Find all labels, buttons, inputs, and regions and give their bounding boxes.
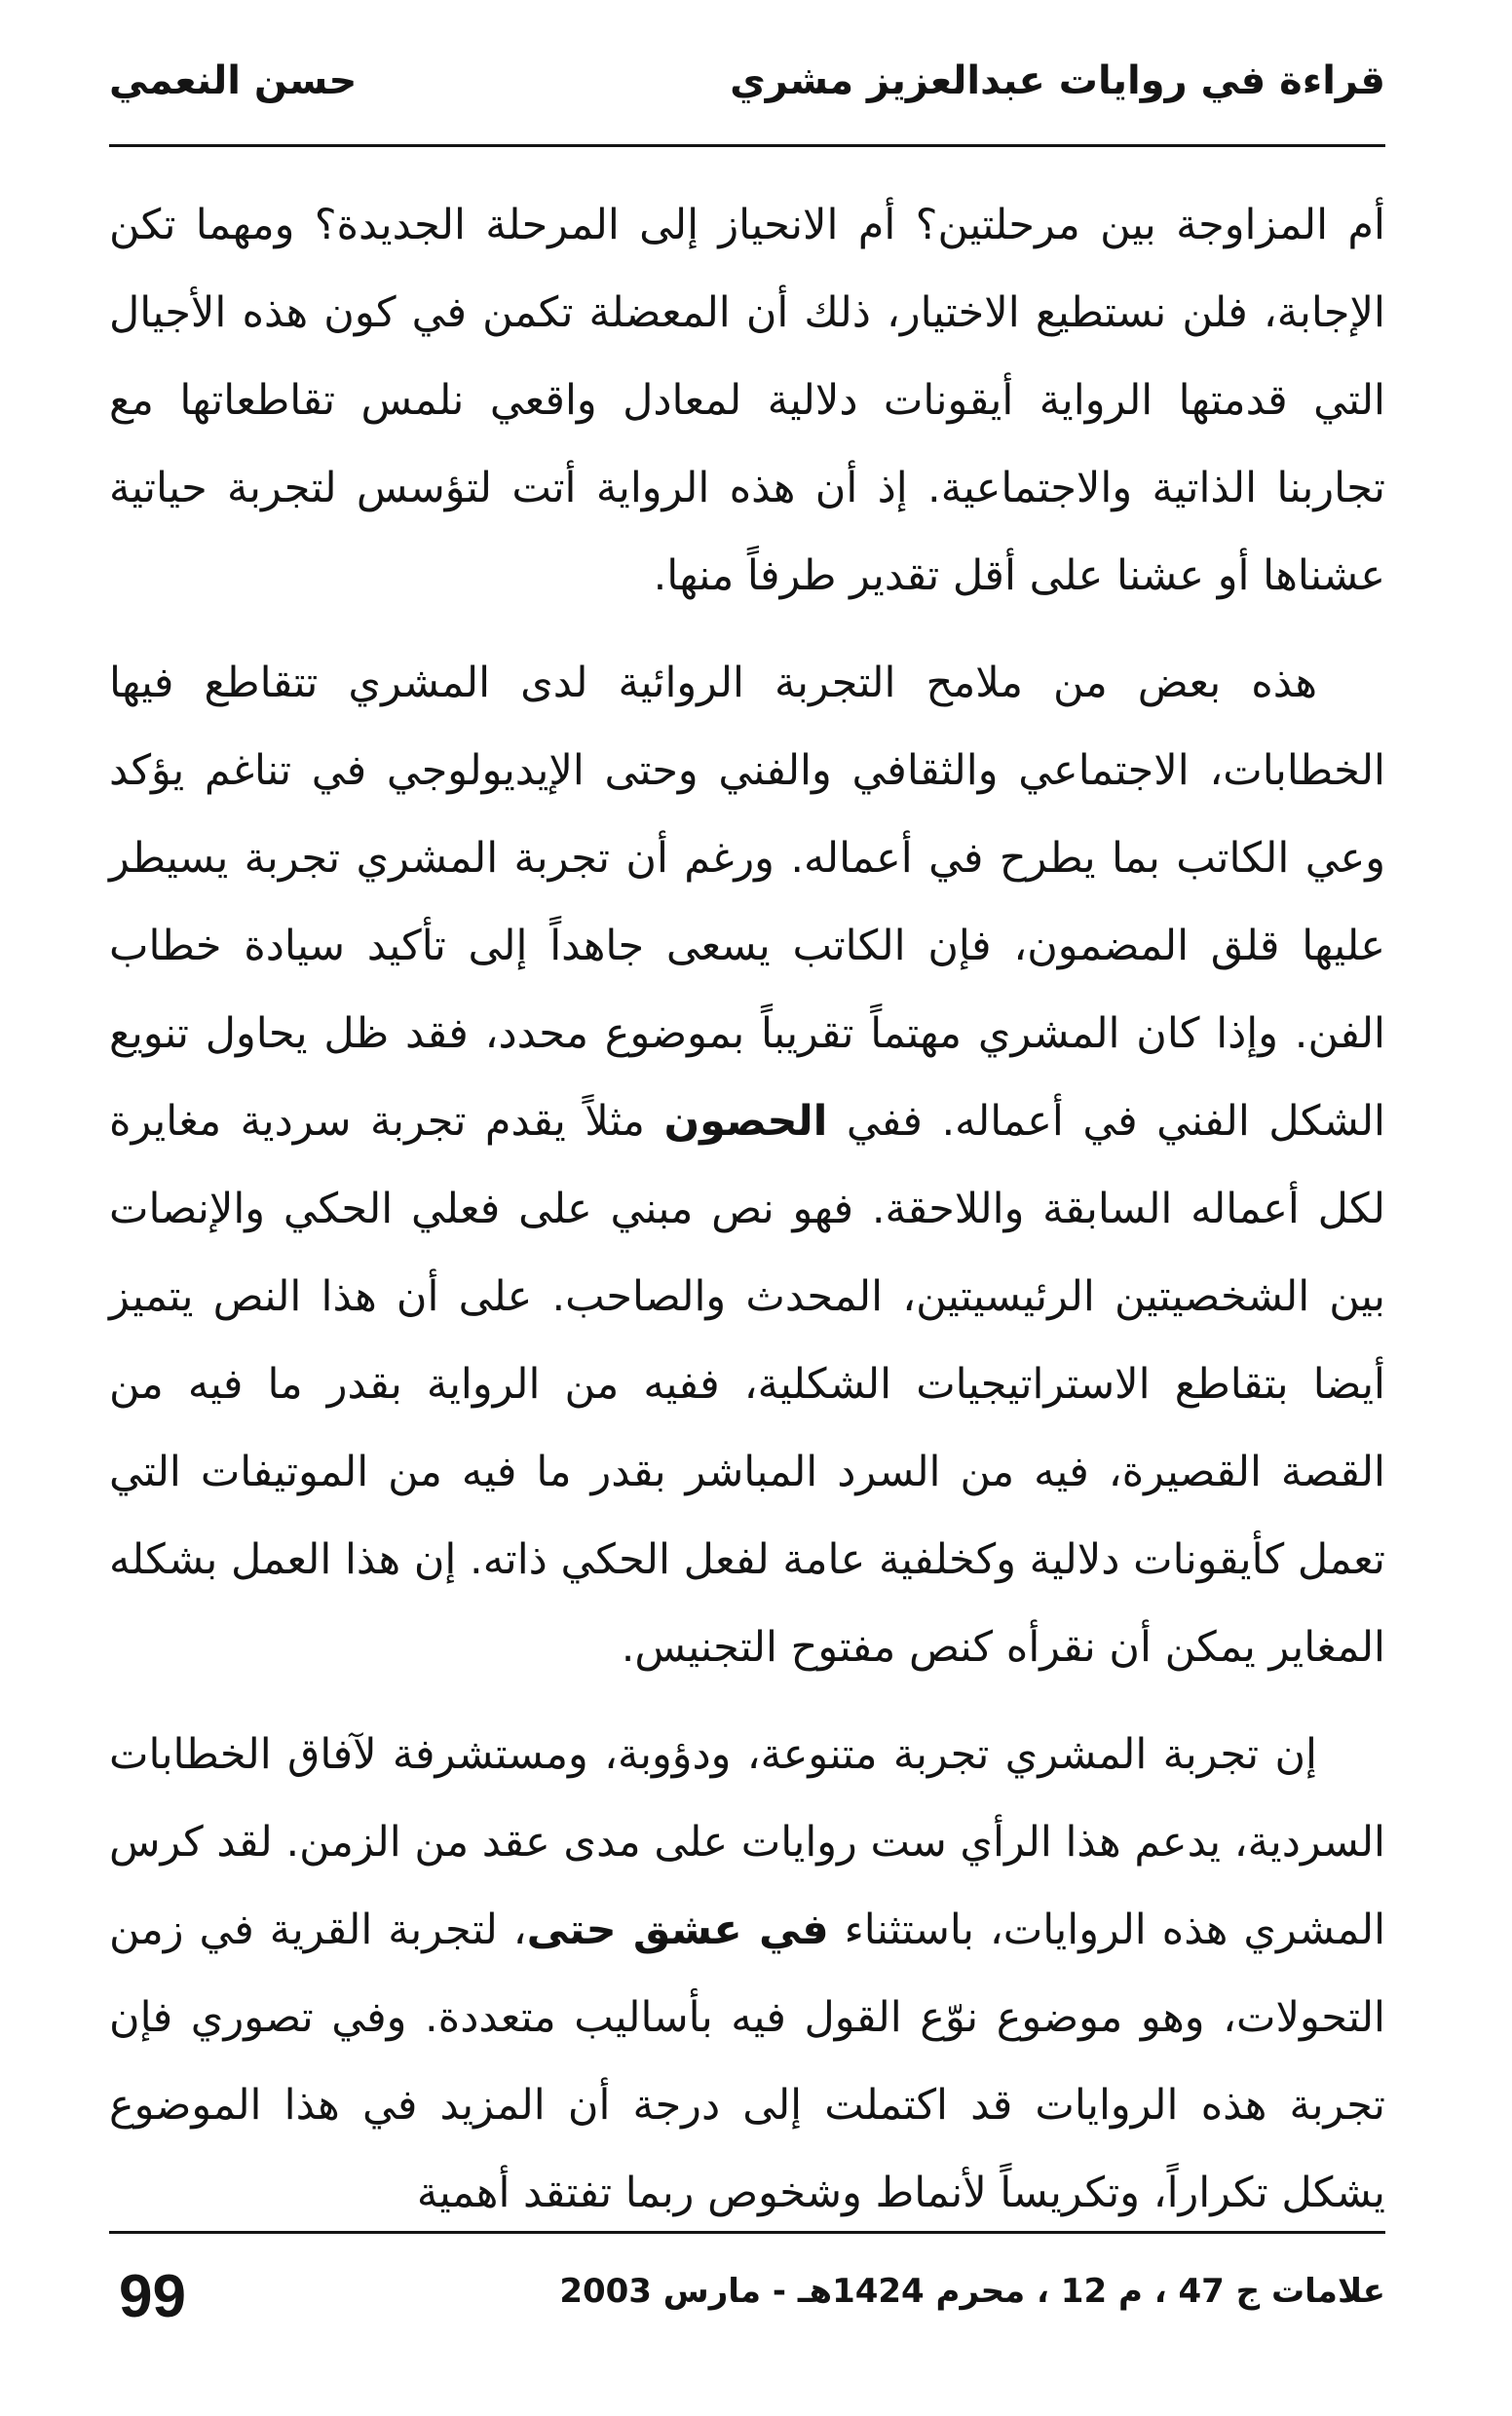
journal-issue: علامات ج 47 ، م 12 ، محرم 1424هـ - مارس 2003 xyxy=(559,2272,1385,2311)
header-rule xyxy=(109,144,1385,147)
page-header xyxy=(109,51,1385,129)
page-footer xyxy=(109,2258,1385,2346)
bold-title: الحصون xyxy=(663,1097,828,1146)
paragraph-text: ، لتجربة القرية في زمن التحولات، وهو موضوع نوّع القول فيه بأساليب متعددة. وفي تصوري فإن تجربة هذه الروايات قد اكتملت إلى درجة أن المزيد في هذا الموضوع يشكل تكراراً، وتكريساً لأنماط وشخوص ربما تفتقد أهمية xyxy=(109,1906,1385,2217)
footer-rule xyxy=(109,2231,1385,2234)
body-paragraph xyxy=(109,181,1385,620)
paragraph-text: مثلاً يقدم تجربة سردية مغايرة لكل أعماله السابقة واللاحقة. فهو نص مبني على فعلي الحكي والإنصات بين الشخصيتين الرئيسيتين، المحدث والصاحب. على أن هذا النص يتميز أيضا بتقاطع الاستراتيجيات الشكلية، ففيه من الرواية بقدر ما فيه من القصة القصيرة، فيه من السرد المباشر بقدر ما فيه من الموتيفات التي تعمل كأيقونات دلالية وكخلفية عامة لفعل الحكي ذاته. إن هذا العمل بشكله المغاير يمكن أن نقرأه كنص مفتوح التجنيس. xyxy=(109,1097,1385,1672)
body-paragraph xyxy=(109,639,1385,1691)
page-number: 99 xyxy=(119,2263,186,2330)
paragraph-text: أم المزاوجة بين مرحلتين؟ أم الانحياز إلى المرحلة الجديدة؟ ومهما تكن الإجابة، فلن نستطيع الاختيار، ذلك أن المعضلة تكمن في كون هذه الأجيال التي قدمتها الرواية أيقونات دلالية لمعادل واقعي نلمس تقاطعاتها مع تجاربنا الذاتية والاجتماعية. إذ أن هذه الرواية أتت لتؤسس لتجربة حياتية عشناها أو عشنا على أقل تقدير طرفاً منها. xyxy=(109,201,1385,600)
bold-title: في عشق حتى xyxy=(526,1906,829,1954)
paragraph-text: إن تجربة المشري تجربة متنوعة، ودؤوبة، ومستشرفة لآفاق الخطابات السردية، يدعم هذا الرأي ست روايات على مدى عقد من الزمن. لقد كرس المشري هذه الروايات، باستثناء xyxy=(109,1730,1386,1954)
running-title: قراءة في روايات عبدالعزيز مشري xyxy=(730,58,1385,103)
article-body xyxy=(109,181,1385,2256)
paragraph-text: هذه بعض من ملامح التجربة الروائية لدى المشري تتقاطع فيها الخطابات، الاجتماعي والثقافي والفني وحتى الإيديولوجي في تناغم يؤكد وعي الكاتب بما يطرح في أعماله. ورغم أن تجربة المشري تجربة يسيطر عليها قلق المضمون، فإن الكاتب يسعى جاهداً إلى تأكيد سيادة خطاب الفن. وإذا كان المشري مهتماً تقريباً بموضوع محدد، فقد ظل يحاول تنويع الشكل الفني في أعماله. ففي xyxy=(109,659,1385,1146)
body-paragraph xyxy=(109,1711,1385,2237)
author-name: حسن النعمي xyxy=(109,58,358,103)
